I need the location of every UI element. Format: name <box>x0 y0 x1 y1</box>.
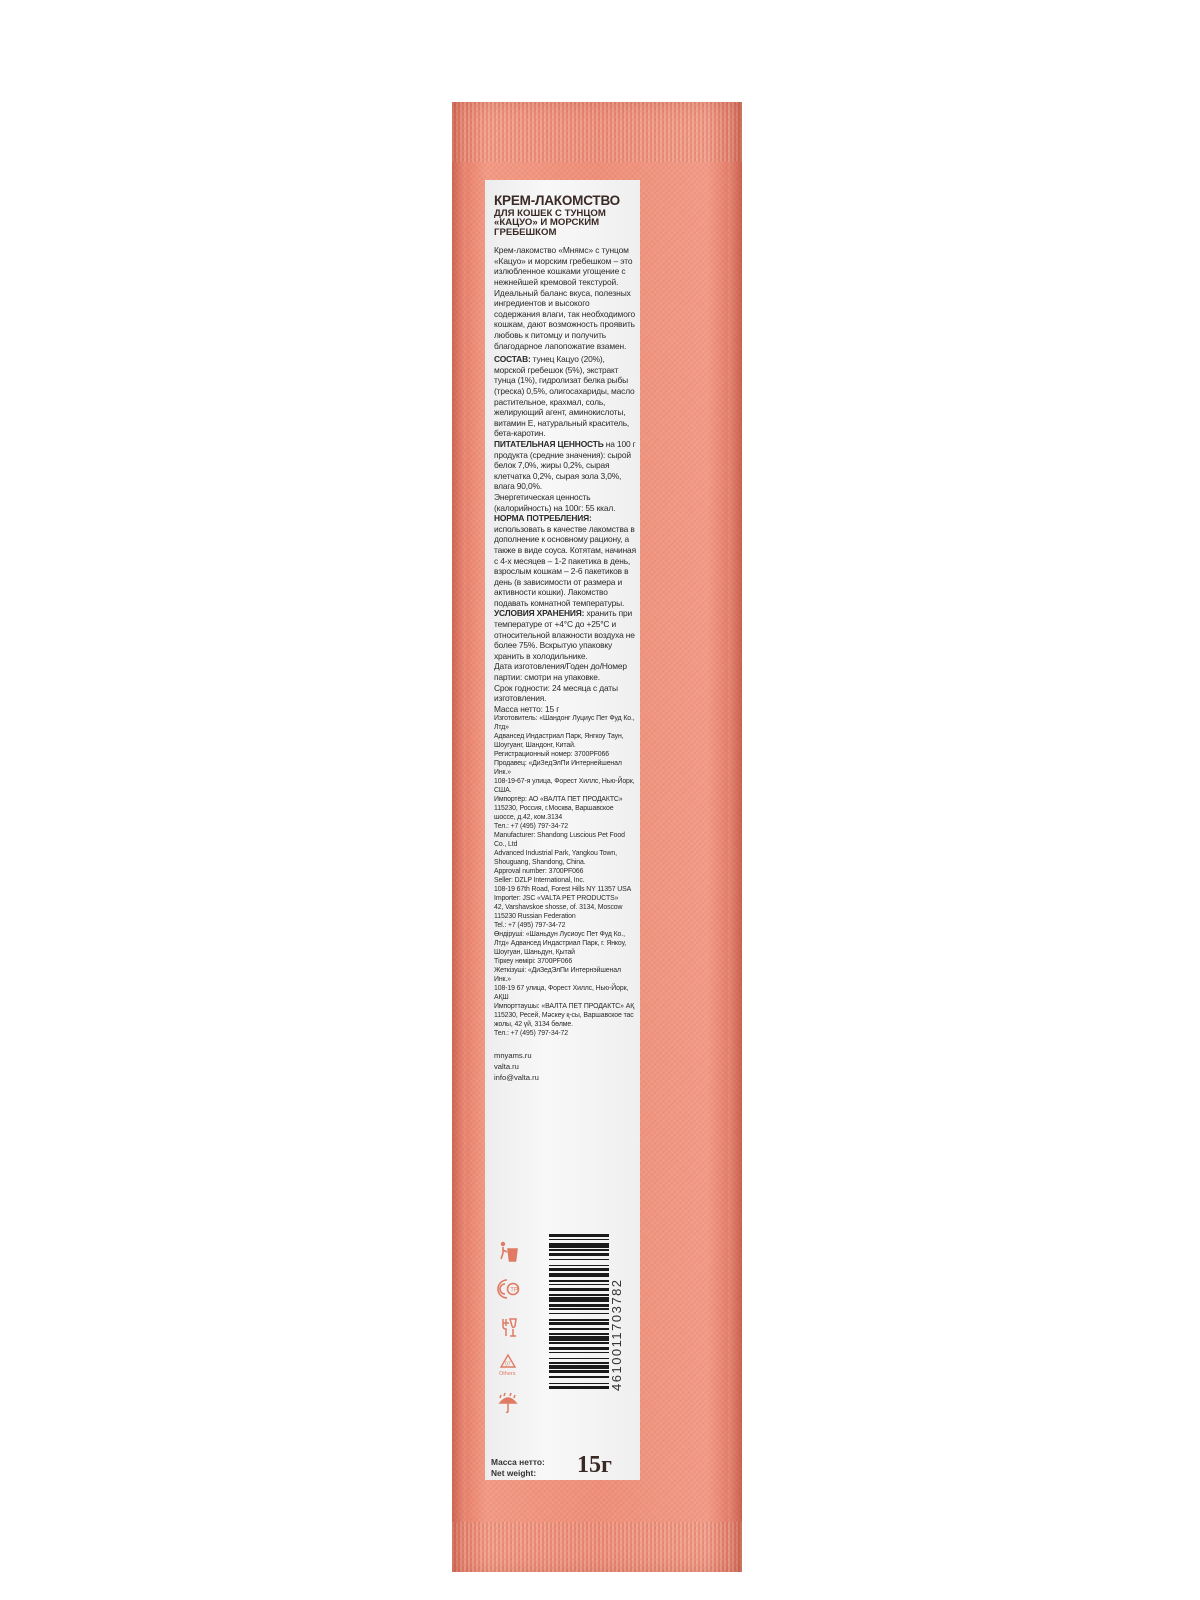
product-title <box>494 194 636 237</box>
barcode-bars <box>549 1234 609 1436</box>
net-weight-ru-label: Масса нетто: <box>491 1457 545 1467</box>
label-panel <box>485 180 640 1480</box>
pictogram-column <box>495 1238 525 1428</box>
manufacturer-ru <box>494 714 636 831</box>
mfr-en-line: Importer: JSC «VALTA PET PRODUCTS» <box>494 895 619 903</box>
nutrition-text: на 100 г продукта (средние значения): сырой белок 7,0%, жиры 0,2%, сырая клетчатка 0,2%, сырая зола 3,0%, влага 90,0%. <box>494 438 636 492</box>
mfr-ru-line: Регистрационный номер: 3700PF066 <box>494 751 610 759</box>
pouch-bottom-seal <box>452 1522 742 1572</box>
mfr-kz-line: Тел.: +7 (495) 797-34-72 <box>494 1030 568 1038</box>
mfr-ru-line: Изготовитель: «Шандонг Луциус Пет Фуд Ко., Лтд» <box>494 715 635 732</box>
composition-label: СОСТАВ: <box>494 354 531 365</box>
mfr-kz-line: 108-19 67 улица, Форест Хиллс, Нью-Йорк, АҚШ <box>494 985 629 1002</box>
mfr-en-line: 42, Varshavskoe shosse, of. 3134, Moscow 115230 Russian Federation <box>494 904 623 921</box>
mfr-en-line: Approval number: 3700PF066 <box>494 868 584 876</box>
manufacturer-kz <box>494 930 636 1038</box>
label-lower-section <box>485 1230 640 1480</box>
mfr-kz-line: Жеткізуші: «ДиЗедЭлПи Интернэйшенал Инк.» <box>494 967 621 984</box>
barcode-digits: 4610011703782 <box>609 1278 624 1392</box>
norm-text: использовать в качестве лакомства в дополнение к основному рациону, а также в виде соуса. Котятам, начиная с 4-х месяцев – 1-2 пакетика в день, взрослым кошкам – 2-6 пакетиков в день (в зависимости от размера и активности кошки). Лакомство подавать комнатной температуры. <box>494 523 636 608</box>
mfr-ru-line: Продавец: «ДиЗедЭлПи Интернейшенал Инк.» <box>494 760 622 777</box>
norm <box>494 513 636 608</box>
barcode <box>543 1234 633 1444</box>
mfr-en-line: Seller: DZLP International, Inc. <box>494 877 585 885</box>
composition-text: тунец Кацуо (20%), морской гребешок (5%), экстракт тунца (1%), гидролизат белка рыбы (треска) 0,5%, олигосахариды, масло растительное, крахмал, соль, желирующий агент, аминокислоты, витамин Е, натуральный краситель, бета-каротин. <box>494 354 635 439</box>
mfr-en-line: Manufacturer: Shandong Luscious Pet Food Co., Ltd <box>494 832 625 849</box>
mfr-kz-line: Импорттаушы: «ВАЛТА ПЕТ ПРОДАКТС» АҚ 115230, Ресей, Мәскеу қ-сы, Варшавское тас жолы, 42 үй, 3134 бөлме. <box>494 1003 635 1029</box>
net-weight-en-label: Net weight: <box>491 1468 537 1478</box>
product-description: Крем-лакомство «Мнямс» с тунцом «Кацуо» и морским гребешком – это излюбленное кошками угощение с нежнейшей кремовой текстурой. Идеальный баланс вкуса, полезных ингредиентов и высокого содержания влаги, так необходимого кошкам, дают возможность проявить любовь к питомцу и получить благодарное лапопожатие взамен. <box>494 245 636 351</box>
title-line-1: КРЕМ-ЛАКОМСТВО <box>494 193 620 208</box>
pouch-left-seal <box>452 102 466 1572</box>
storage <box>494 608 636 661</box>
svg-text:ТР: ТР <box>510 1287 518 1294</box>
storage-text: хранить при температуре от +4°С до +25°С и относительной влажности воздуха не более 75%. Вскрытую упаковку хранить в холодильнике. <box>494 608 635 661</box>
website-link[interactable]: mnyams.ru <box>494 1051 532 1061</box>
pouch-top-seal <box>452 102 742 162</box>
net-weight-labels <box>491 1457 545 1479</box>
trash-bin-icon <box>495 1238 521 1264</box>
email-link[interactable]: info@valta.ru <box>494 1073 539 1083</box>
net-mass: Масса нетто: 15 г <box>494 703 560 714</box>
shelf-life: Срок годности: 24 месяца с даты изготовления. <box>494 682 618 704</box>
nutrition <box>494 439 636 492</box>
eac-mark-icon <box>495 1276 521 1302</box>
mfr-kz-line: Өндіруші: «Шаньдун Лусиоус Пет Фуд Ко., Лтд» Адвансед Индастриал Парк, г. Янкоу, Шоугуан, Шаньдун, Қытай <box>494 931 627 957</box>
websites <box>494 1050 636 1083</box>
mfr-en-line: 108-19 67th Road, Forest Hills NY 11357 USA <box>494 886 632 894</box>
barcode-bar <box>549 1389 609 1391</box>
recycle-others-label: Others <box>499 1371 516 1377</box>
mfr-en-line: Advanced Industrial Park, Yangkou Town, Shouguang, Shandong, China. <box>494 850 617 867</box>
manufacturer-en <box>494 831 636 930</box>
energy-value: Энергетическая ценность (калорийность) на 100г: 55 ккал. <box>494 491 616 513</box>
pouch-right-seal <box>728 102 742 1572</box>
nutrition-label: ПИТАТЕЛЬНАЯ ЦЕННОСТЬ <box>494 438 604 449</box>
mfr-kz-line: Тіркеу нөмірі: 3700PF066 <box>494 958 573 966</box>
mfr-ru-line: 115230, Россия, г.Москва, Варшавское шоссе, д.42, ком.3134 <box>494 805 614 822</box>
mfr-ru-line: Адвансед Индастриал Парк, Янгкоу Таун, Шоугуанг, Шандонг, Китай. <box>494 733 624 750</box>
title-line-2: ДЛЯ КОШЕК С ТУНЦОМ «КАЦУО» И МОРСКИМ ГРЕБЕШКОМ <box>494 207 606 238</box>
mfr-ru-line: Тел.: +7 (495) 797-34-72 <box>494 823 568 831</box>
net-weight-value: 15г <box>577 1452 612 1478</box>
keep-dry-umbrella-icon <box>495 1390 521 1416</box>
mfr-ru-line: Импортёр: АО «ВАЛТА ПЕТ ПРОДАКТС» <box>494 796 623 804</box>
net-weight-block <box>485 1452 635 1480</box>
dates-info: Дата изготовления/Годен до/Номер партии: смотри на упаковке. <box>494 661 627 683</box>
mfr-en-line: Tel.: +7 (495) 797-34-72 <box>494 922 566 930</box>
recycle-07-others-icon <box>495 1352 521 1378</box>
mfr-ru-line: 108-19-67-я улица, Форест Хиллс, Нью-Йорк, США. <box>494 778 635 795</box>
recycle-code-label: 07 <box>505 1361 511 1368</box>
composition <box>494 354 636 439</box>
storage-label: УСЛОВИЯ ХРАНЕНИЯ: <box>494 608 585 619</box>
fragile-glass-fork-icon <box>495 1314 521 1340</box>
norm-label: НОРМА ПОТРЕБЛЕНИЯ: <box>494 513 592 524</box>
website-link[interactable]: valta.ru <box>494 1062 519 1072</box>
